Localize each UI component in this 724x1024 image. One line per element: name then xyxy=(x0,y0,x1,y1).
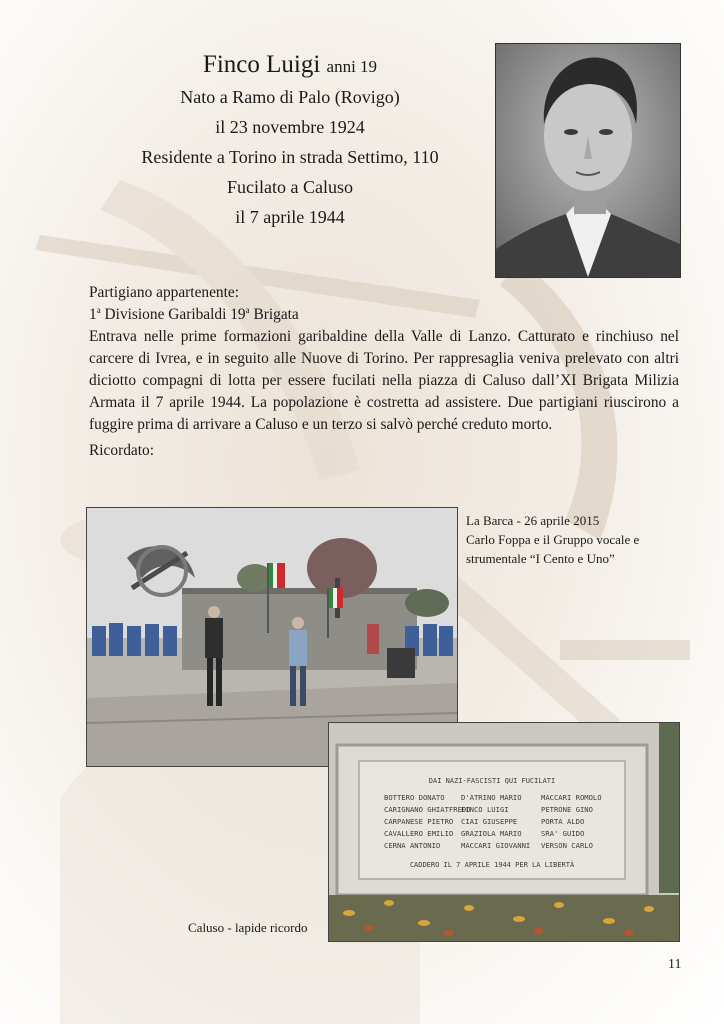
svg-text:CIAI GIUSEPPE: CIAI GIUSEPPE xyxy=(461,817,518,826)
svg-text:GRAZIOLA MARIO: GRAZIOLA MARIO xyxy=(461,829,522,838)
birth-place: Nato a Ramo di Palo (Rovigo) xyxy=(180,87,400,107)
svg-text:CARIGNANO GHIATFREDO: CARIGNANO GHIATFREDO xyxy=(384,805,471,814)
svg-text:MACCARI GIOVANNI: MACCARI GIOVANNI xyxy=(461,841,531,850)
page-number: 11 xyxy=(668,957,682,972)
svg-text:MACCARI ROMOLO: MACCARI ROMOLO xyxy=(541,793,602,802)
svg-text:VERSON CARLO: VERSON CARLO xyxy=(541,841,593,850)
plaque-footer: CADDERO IL 7 APRILE 1944 PER LA LIBERTÀ xyxy=(409,861,575,869)
svg-text:CARPANESE PIETRO: CARPANESE PIETRO xyxy=(384,817,454,826)
plaque-header: DAI NAZI-FASCISTI QUI FUCILATI xyxy=(428,777,556,785)
person-name-line xyxy=(80,50,500,82)
svg-text:CAVALLERO EMILIO: CAVALLERO EMILIO xyxy=(384,829,454,838)
svg-text:PORTA ALDO: PORTA ALDO xyxy=(541,817,585,826)
svg-text:BOTTERO DONATO: BOTTERO DONATO xyxy=(384,793,445,802)
biography-paragraph: Entrava nelle prime formazioni garibaldine della Valle di Lanzo. Catturato e rinchiuso nel carcere di Ivrea, e in seguito alle Nuove di Torino. Per rappresaglia veniva prelevato con altri diciotto compagni di lotta per essere fucilati nella piazza di Caluso dall’XI Brigata Milizia Armata il 7 aprile 1944. La popolazione è costretta ad assistere. Due partigiani riuscirono a fuggire prima di arrivare a Caluso e un terzo si salvò perché creduto morto. xyxy=(89,328,679,433)
caption-line-3: strumentale “I Cento e Uno” xyxy=(466,551,615,566)
execution-place: Fucilato a Caluso xyxy=(227,177,353,197)
person-name: Finco Luigi xyxy=(202,51,321,78)
la-barca-caption xyxy=(466,511,706,568)
svg-text:SRA' GUIDO: SRA' GUIDO xyxy=(541,829,585,838)
caluso-caption: Caluso - lapide ricordo xyxy=(188,920,308,935)
portrait-photo xyxy=(495,43,681,278)
caption-line-2: Carlo Foppa e il Gruppo vocale e xyxy=(466,532,640,547)
affiliation-label: Partigiano appartenente: xyxy=(89,284,239,301)
caluso-memorial-plaque-photo xyxy=(328,722,680,942)
birth-date: il 23 novembre 1924 xyxy=(215,117,365,137)
brigade-line: 1$^a$ Divisione Garibaldi 19$^a$ Brigata xyxy=(89,304,299,323)
execution-date: il 7 aprile 1944 xyxy=(235,207,345,227)
remembered-label: Ricordato: xyxy=(89,442,154,459)
title-block xyxy=(80,50,500,232)
residence: Residente a Torino in strada Settimo, 110 xyxy=(141,147,439,167)
svg-text:FINCO LUIGI: FINCO LUIGI xyxy=(461,805,509,814)
caption-line-1: La Barca - 26 aprile 2015 xyxy=(466,513,600,528)
svg-text:PETRONE GINO: PETRONE GINO xyxy=(541,805,593,814)
biography-text xyxy=(89,282,679,462)
svg-text:CERNA ANTONIO: CERNA ANTONIO xyxy=(384,841,441,850)
person-age: anni 19 xyxy=(326,57,378,76)
svg-text:D'ATRINO MARIO: D'ATRINO MARIO xyxy=(461,793,522,802)
